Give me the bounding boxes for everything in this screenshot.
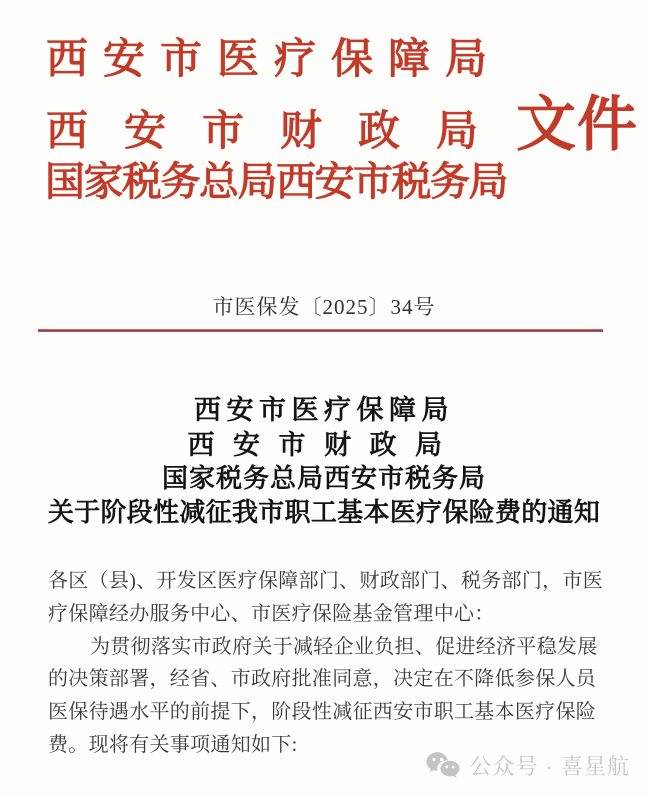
title-agency-2: 西安市财政局 bbox=[187, 430, 461, 460]
watermark bbox=[425, 750, 630, 781]
body-line: 的决策部署，经省、市政府批准同意，决定在不降低参保人员 bbox=[48, 668, 597, 691]
letterhead-agency-2 bbox=[46, 92, 639, 158]
body-line: 各区（县)、开发区医疗保障部门、财政部门、税务部门，市医 bbox=[48, 570, 604, 592]
letterhead-document-word: 文件 bbox=[516, 92, 639, 158]
document-title bbox=[0, 394, 648, 526]
document-number: 市医保发〔2025〕34号 bbox=[212, 295, 436, 319]
letterhead-agency-3: 国家税务总局西安市税务局 bbox=[45, 159, 507, 204]
title-subject: 关于阶段性减征我市职工基本医疗保险费的通知 bbox=[47, 498, 601, 527]
title-agency-3: 国家税务总局西安市税务局 bbox=[161, 464, 486, 493]
body-line: 为贯彻落实市政府关于减轻企业负担、促进经济平稳发展 bbox=[90, 635, 598, 658]
red-divider-rule bbox=[38, 329, 603, 332]
letterhead-agency-2-name: 西安市财政局 bbox=[46, 109, 515, 155]
letterhead-agency-1: 西安市医疗保障局 bbox=[46, 37, 503, 83]
body-line: 疗保障经办服务中心、市医疗保险基金管理中心： bbox=[48, 602, 495, 625]
body-line: 医保待遇水平的前提下，阶段性减征西安市职工基本医疗保险 bbox=[48, 701, 597, 724]
document-body bbox=[48, 565, 604, 762]
body-line: 费。现将有关事项通知如下: bbox=[48, 733, 298, 756]
watermark-label: 公众号 · 喜星航 bbox=[469, 754, 630, 779]
title-agency-1: 西安市医疗保障局 bbox=[194, 395, 454, 425]
wechat-icon bbox=[425, 751, 461, 781]
